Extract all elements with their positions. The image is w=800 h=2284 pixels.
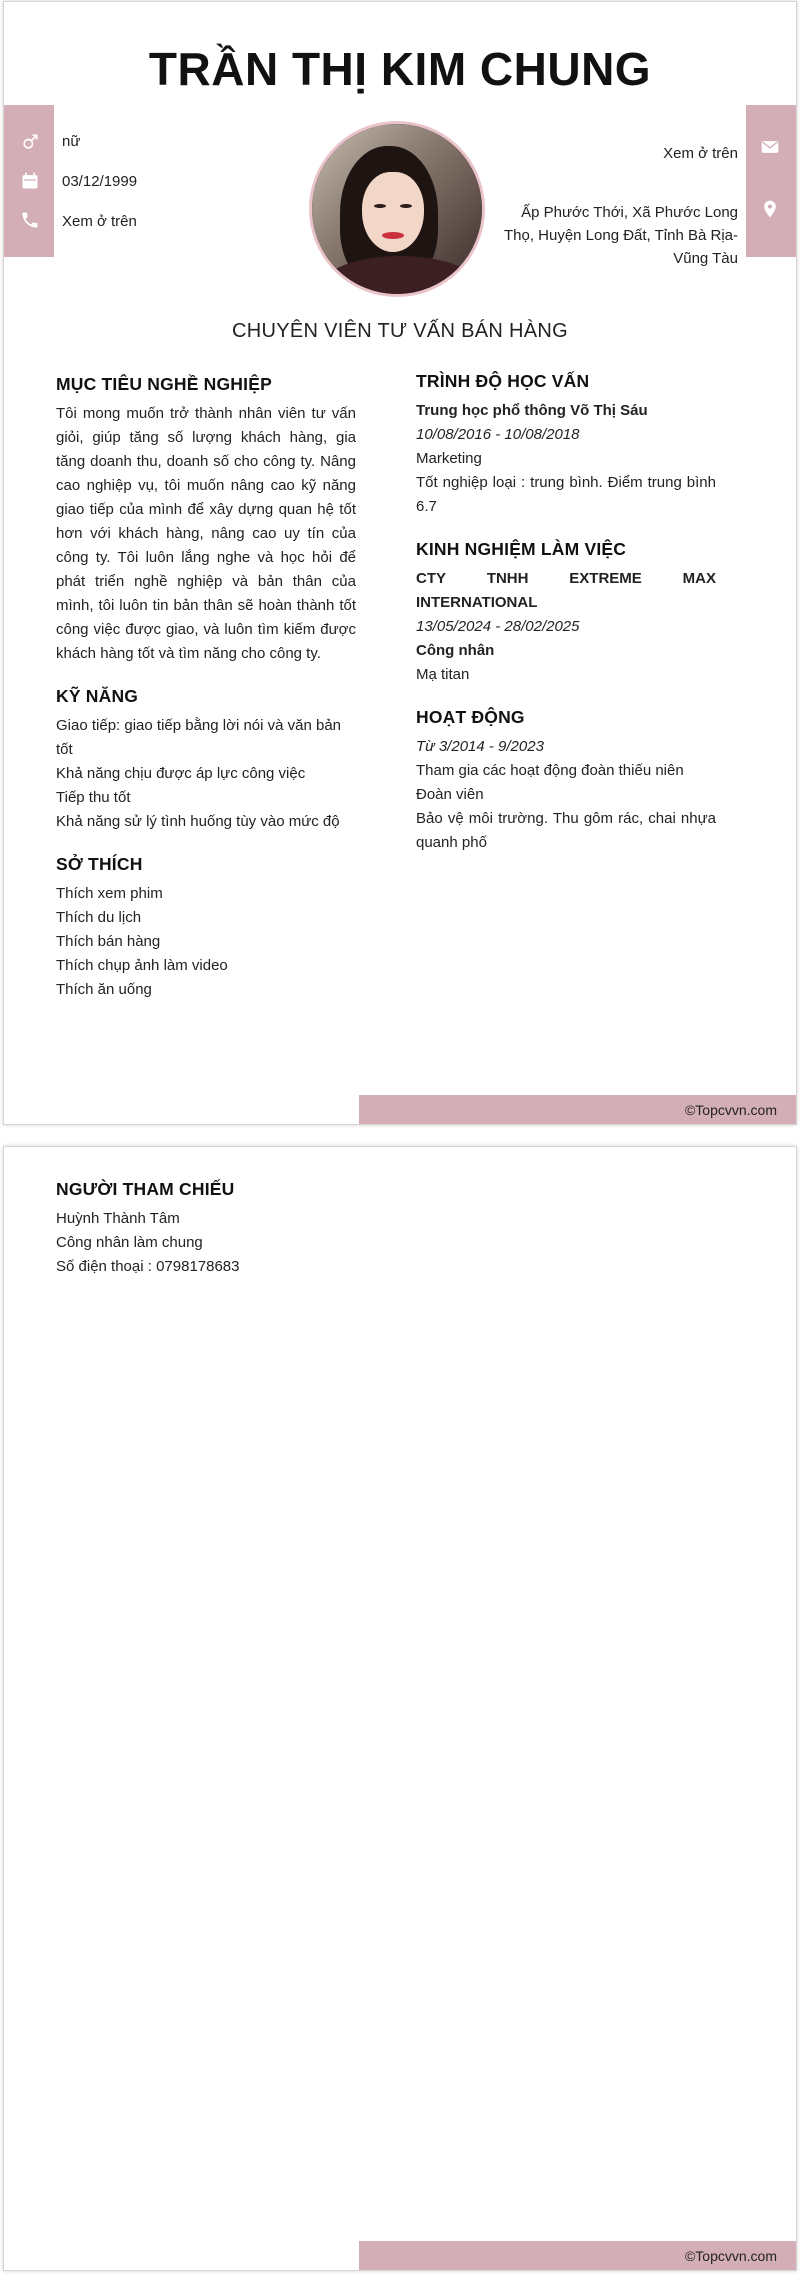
education-major: Marketing: [416, 450, 482, 467]
experience-detail: Mạ titan: [416, 666, 470, 683]
reference-phone: Số điện thoại : 0798178683: [56, 1258, 240, 1275]
location-icon: [759, 198, 781, 220]
skills-heading: KỸ NĂNG: [56, 686, 139, 706]
email-value: Xem ở trên: [663, 145, 738, 162]
activity-item: Tham gia các hoạt động đoàn thiếu niên: [416, 762, 684, 779]
hobbies-heading: SỞ THÍCH: [56, 854, 143, 874]
address-value: Ấp Phước Thới, Xã Phước Long Thọ, Huyện Long Đất, Tỉnh Bà Rịa-Vũng Tàu: [503, 204, 738, 267]
activity-item: Đoàn viên: [416, 786, 484, 803]
email-icon: [759, 136, 781, 158]
hobby-item: Thích du lịch: [56, 909, 142, 926]
hobbies-list: [56, 882, 356, 1002]
footer-bar: ©Topcvvn.com: [359, 2241, 797, 2271]
education-detail: Tốt nghiệp loại : trung bình. Điểm trung bình 6.7: [416, 474, 716, 515]
education-heading: TRÌNH ĐỘ HỌC VẤN: [416, 371, 590, 391]
reference-name: Huỳnh Thành Tâm: [56, 1210, 180, 1227]
skill-item: Giao tiếp: giao tiếp bằng lời nói và văn bản tốt: [56, 717, 342, 758]
calendar-icon: [19, 170, 41, 192]
hobby-item: Thích ăn uống: [56, 981, 152, 998]
hobby-item: Thích xem phim: [56, 885, 163, 902]
cv-page-2: [3, 1146, 797, 2271]
references-heading: NGƯỜI THAM CHIẾU: [56, 1179, 235, 1199]
references-section: [56, 1177, 356, 1279]
hobby-item: Thích bán hàng: [56, 933, 161, 950]
cv-page-1: [3, 1, 797, 1125]
job-title: CHUYÊN VIÊN TƯ VẤN BÁN HÀNG: [232, 320, 568, 342]
phone-value: Xem ở trên: [62, 213, 137, 230]
experience-heading: KINH NGHIỆM LÀM VIỆC: [416, 539, 627, 559]
education-school: Trung học phổ thông Võ Thị Sáu: [416, 402, 648, 419]
activities-heading: HOẠT ĐỘNG: [416, 707, 525, 727]
gender-value: nữ: [62, 133, 81, 150]
phone-icon: [19, 209, 41, 231]
gender-icon: [19, 131, 41, 153]
avatar: [309, 121, 485, 297]
reference-role: Công nhân làm chung: [56, 1234, 203, 1251]
cv-name: TRẦN THỊ KIM CHUNG: [148, 43, 652, 95]
right-icon-bar: [746, 105, 796, 257]
hobby-item: Thích chụp ảnh làm video: [56, 957, 228, 974]
left-column: [56, 372, 356, 1002]
skill-item: Tiếp thu tốt: [56, 789, 131, 806]
objective-text: Tôi mong muốn trở thành nhân viên tư vấn giỏi, giúp tăng số lượng khách hàng, gia tăng doanh thu, doanh số cho công ty. Nâng cao nghiệp vụ, tôi muốn nâng cao kỹ năng giao tiếp của mình để xây dựng quan hệ tốt hơn với khách hàng, nâng cao uy tín của công ty. Tôi luôn lắng nghe và học hỏi để phát triển nghề nghiệp và bản thân của mình, tôi luôn tin bản thân sẽ hoàn thành tốt công việc được giao, và luôn tìm kiếm được khách hàng tốt và tìm năng cho công ty.: [56, 405, 356, 662]
footer-bar: ©Topcvvn.com: [359, 1095, 797, 1125]
right-column: [416, 369, 716, 855]
skill-item: Khả năng sử lý tình huống tùy vào mức độ: [56, 813, 340, 830]
skills-list: [56, 714, 356, 834]
experience-position: Công nhân: [416, 642, 495, 659]
activity-item: Bảo vệ môi trường. Thu gôm rác, chai nhựa quanh phố: [416, 810, 716, 851]
left-icon-bar: [4, 105, 54, 257]
skill-item: Khả năng chịu được áp lực công việc: [56, 765, 306, 782]
education-period: 10/08/2016 - 10/08/2018: [416, 426, 580, 443]
experience-company: CTY TNHH EXTREME MAX INTERNATIONAL: [416, 570, 716, 611]
experience-period: 13/05/2024 - 28/02/2025: [416, 618, 580, 635]
objective-heading: MỤC TIÊU NGHỀ NGHIỆP: [56, 374, 272, 394]
activities-period: Từ 3/2014 - 9/2023: [416, 738, 544, 755]
dob-value: 03/12/1999: [62, 173, 138, 190]
